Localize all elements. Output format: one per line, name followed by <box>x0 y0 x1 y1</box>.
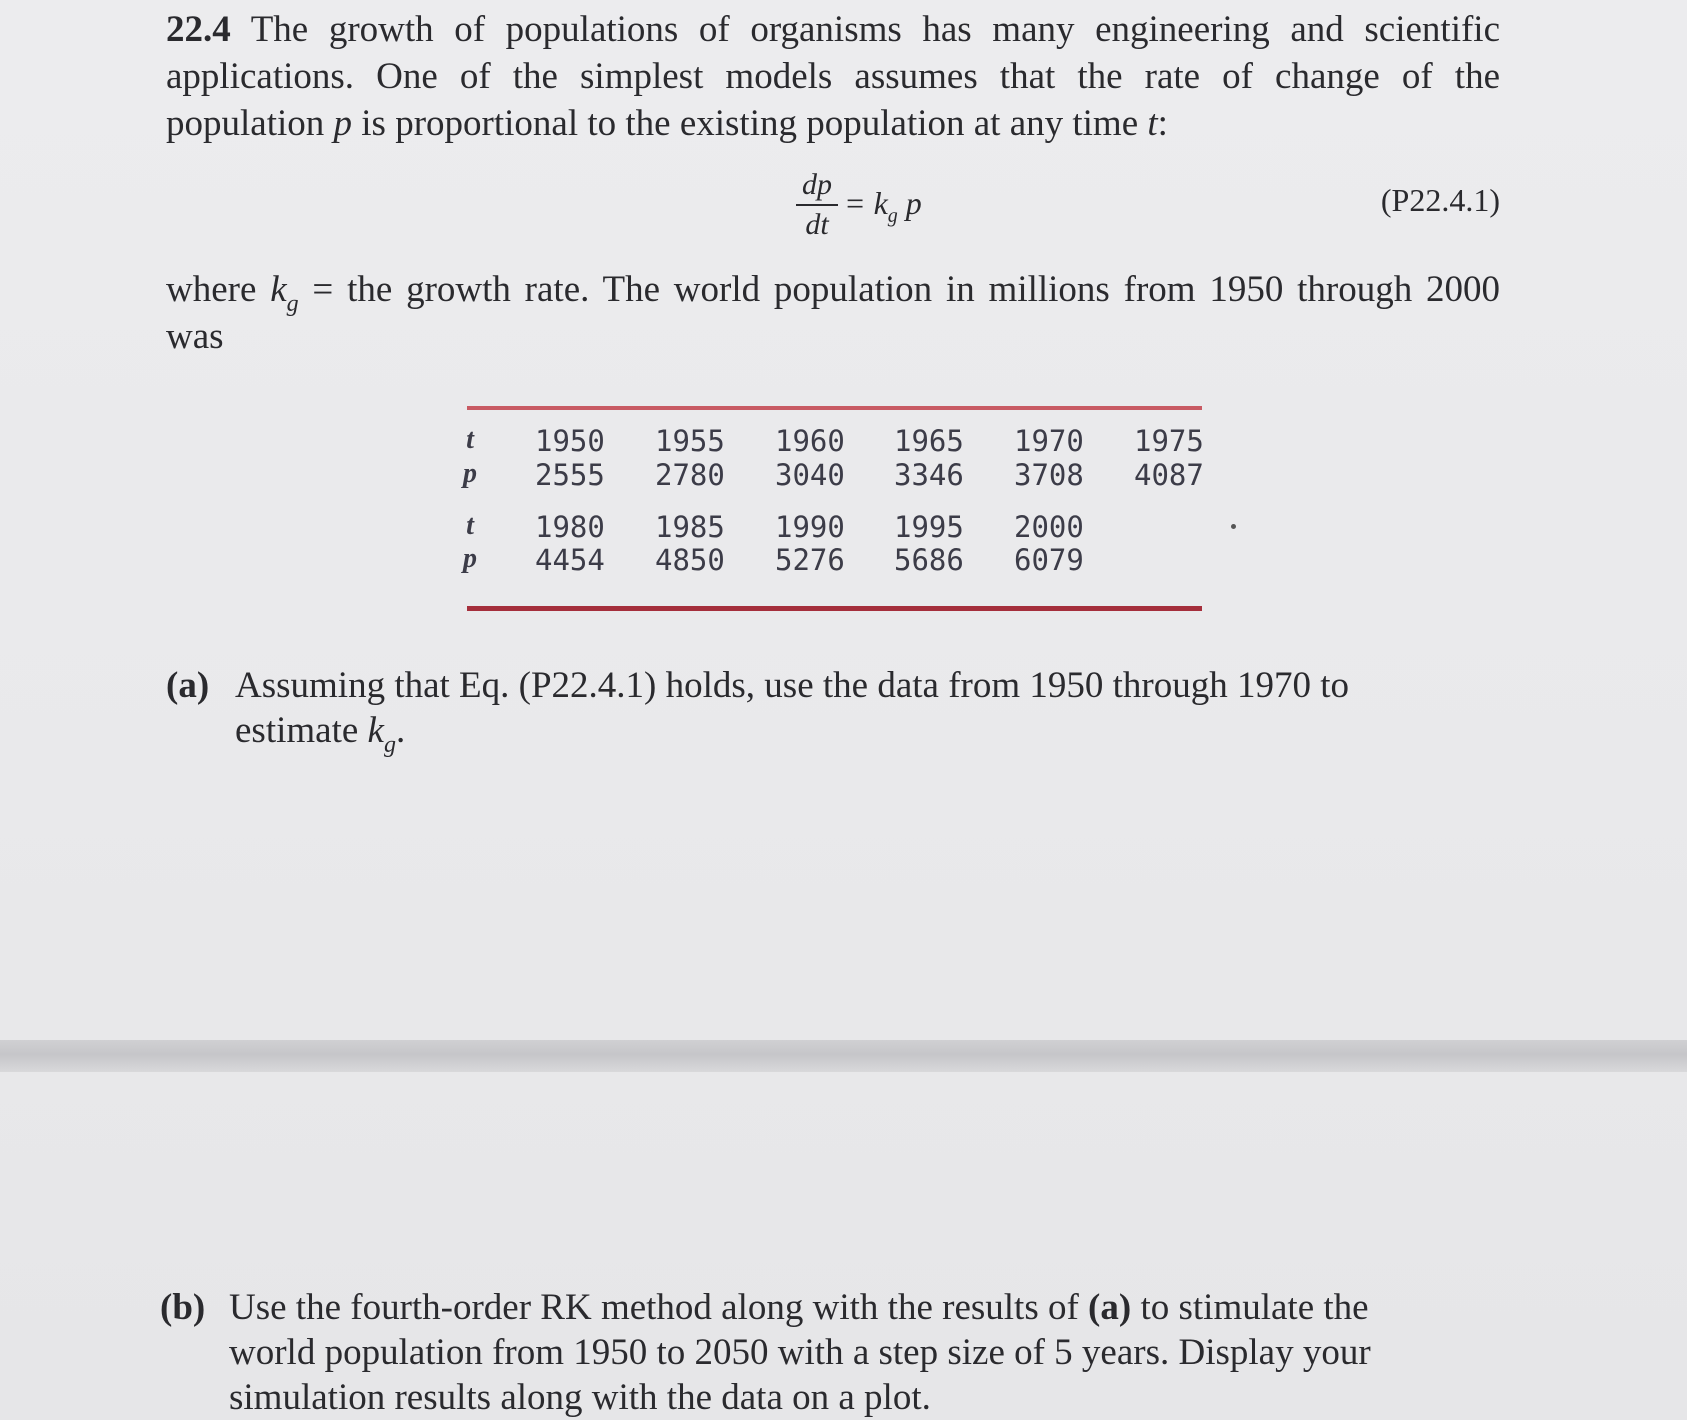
derivative-fraction <box>796 168 838 242</box>
var-p: p <box>333 103 353 144</box>
intro-text: The growth of populations of organisms has many engineering and scientific applications. One of the simplest models assumes that the rate of change of the population <box>166 9 1500 144</box>
denominator: dt <box>805 208 829 241</box>
table-cell: 1970 <box>1014 424 1084 458</box>
part-b-label: (b) <box>160 1287 206 1328</box>
table-cell: 2780 <box>655 458 725 492</box>
row-header-t: t <box>466 510 474 541</box>
table-cell: 4850 <box>655 543 725 577</box>
table-cell: 3040 <box>775 458 845 492</box>
table-cell: 2555 <box>535 458 605 492</box>
table-cell: 4087 <box>1134 458 1204 492</box>
table-cell: 1985 <box>655 510 725 544</box>
part-b-text: Use the fourth-order RK method along with the results of (a) to stimulate the world population from 1950 to 2050 with a step size of 5 years. Display your simulation results along with the data on a plot. <box>229 1287 1371 1418</box>
var-t: t <box>1147 103 1158 144</box>
table-cell: 1980 <box>535 510 605 544</box>
intro-text-2: is proportional to the existing population at any time <box>361 103 1139 144</box>
row-header-p: p <box>463 543 477 574</box>
table-cell: 1955 <box>655 424 725 458</box>
part-a-text: Assuming that Eq. (P22.4.1) holds, use the data from 1950 through 1970 to estimate $k_g$. <box>235 665 1350 758</box>
fraction-bar <box>796 204 838 206</box>
numerator: dp <box>802 168 832 201</box>
table-cell: 3708 <box>1014 458 1084 492</box>
table-cell: 4454 <box>535 543 605 577</box>
table-top-rule <box>467 406 1202 410</box>
stray-dot <box>1231 524 1236 529</box>
table-cell: 1960 <box>775 424 845 458</box>
table-bottom-rule <box>467 606 1202 611</box>
table-cell: 1950 <box>535 424 605 458</box>
table-cell: 5276 <box>775 543 845 577</box>
where-paragraph: where $k_g$ = the growth rate. The world population in millions from 1950 through 2000 was <box>166 269 1501 357</box>
table-cell: 1965 <box>894 424 964 458</box>
problem-intro: 22.4 The growth of populations of organisms has many engineering and scientific applications. One of the simplest models assumes that the rate of change of the population p is proportional to the existing population at any time t: <box>166 9 1500 144</box>
equation-label: (P22.4.1) <box>1380 182 1500 218</box>
table-cell: 6079 <box>1014 543 1084 577</box>
table-cell: 3346 <box>894 458 964 492</box>
table-cell: 1990 <box>775 510 845 544</box>
equation-rhs: = $k_g$ p <box>844 185 922 227</box>
page-divider <box>0 1040 1687 1072</box>
part-a-label: (a) <box>166 665 210 706</box>
row-header-p: p <box>463 458 477 489</box>
table-cell: 1995 <box>894 510 964 544</box>
table-cell: 2000 <box>1014 510 1084 544</box>
table-cell: 5686 <box>894 543 964 577</box>
table-cell: 1975 <box>1134 424 1204 458</box>
problem-number: 22.4 <box>166 9 231 50</box>
row-header-t: t <box>466 424 474 455</box>
